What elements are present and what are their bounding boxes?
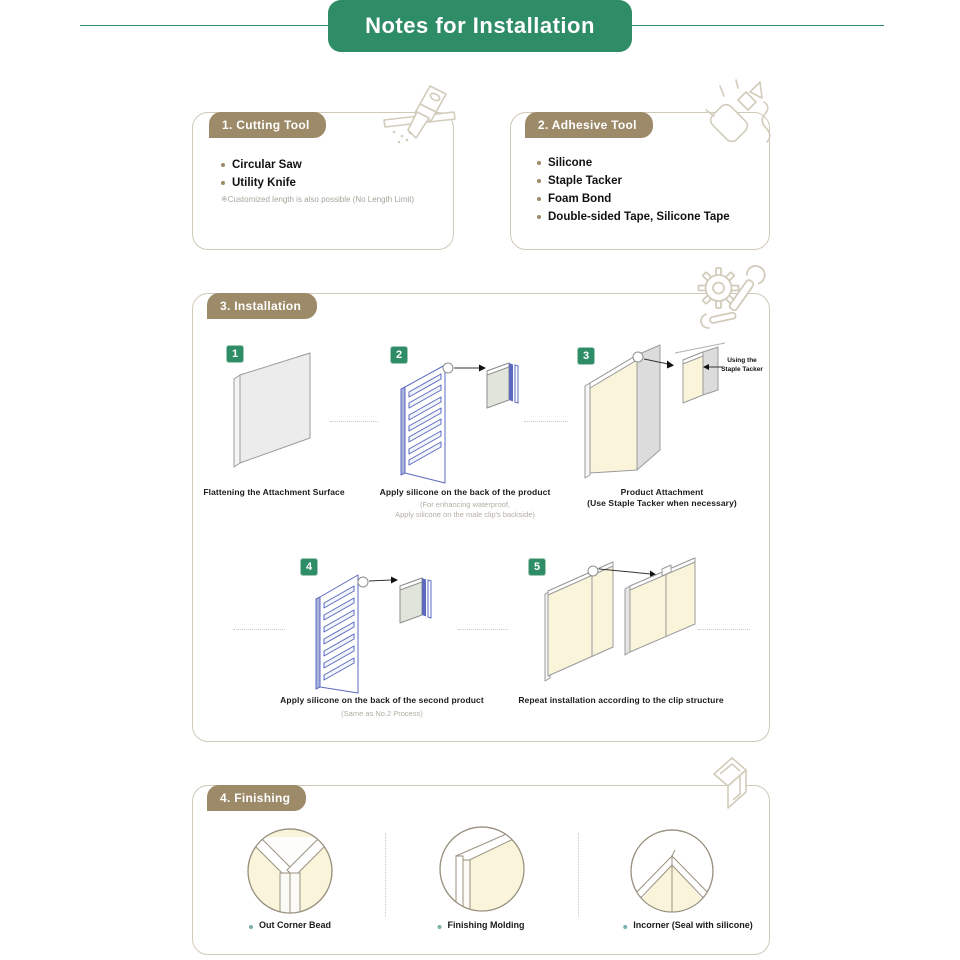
- bullet-icon: [537, 161, 541, 165]
- glue-bottle-icon: [700, 78, 780, 156]
- title-rule-right: [632, 25, 884, 26]
- finishing-molding-diagram: [438, 825, 526, 913]
- step3-annotation: [712, 356, 772, 374]
- title-rule-left: [80, 25, 328, 26]
- list-item-label: Utility Knife: [232, 177, 296, 189]
- step4-caption: Apply silicone on the back of the second product: [280, 695, 484, 705]
- divider: [578, 833, 579, 917]
- step1-caption: Flattening the Attachment Surface: [203, 487, 345, 497]
- divider: [233, 629, 285, 630]
- step2-silicone-diagram: [395, 352, 530, 488]
- bullet-icon: [221, 163, 225, 167]
- out-corner-bead-diagram: [246, 827, 334, 915]
- divider: [385, 833, 386, 917]
- divider: [458, 629, 508, 630]
- bullet-icon: [537, 215, 541, 219]
- cutting-tool-label: 1. Cutting Tool: [209, 112, 326, 138]
- list-item-label: Circular Saw: [232, 159, 302, 171]
- list-item-label: Silicone: [548, 157, 593, 169]
- page-title-text: Notes for Installation: [365, 13, 595, 38]
- step2-badge: 2: [390, 346, 408, 364]
- bullet-icon: [221, 181, 225, 185]
- list-item: [537, 193, 730, 205]
- bullet-icon: [537, 197, 541, 201]
- gear-wrench-icon: [694, 262, 764, 330]
- finishing-item-label: [623, 920, 753, 930]
- list-item: [537, 157, 730, 169]
- list-item: [221, 159, 414, 171]
- divider: [524, 421, 568, 422]
- bullet-icon: [623, 925, 627, 929]
- bullet-icon: [438, 925, 442, 929]
- finishing-item-label: [249, 920, 331, 930]
- list-item-label: Foam Bond: [548, 193, 612, 205]
- finishing-label: 4. Finishing: [207, 785, 306, 811]
- list-item: [221, 177, 414, 189]
- list-item: [537, 211, 730, 223]
- step4-badge: 4: [300, 558, 318, 576]
- step3-badge: 3: [577, 347, 595, 365]
- annotation-line: Staple Tacker: [721, 366, 763, 373]
- adhesive-tool-label: 2. Adhesive Tool: [525, 112, 653, 138]
- list-item: [537, 175, 730, 187]
- adhesive-tool-list: [537, 157, 730, 229]
- step1-panel-diagram: [228, 348, 348, 480]
- incorner-diagram: [629, 828, 715, 914]
- annotation-line: Using the: [727, 357, 757, 364]
- divider: [330, 421, 378, 422]
- cutting-note: ※Customized length is also possible (No Length Limit): [221, 195, 415, 204]
- step5-badge: 5: [528, 558, 546, 576]
- finishing-item-text: Incorner (Seal with silicone): [633, 920, 753, 930]
- list-item-label: Staple Tacker: [548, 175, 622, 187]
- utility-knife-icon: [374, 84, 458, 156]
- step4-silicone-diagram: [310, 565, 445, 697]
- step3-caption: (Use Staple Tacker when necessary): [587, 498, 737, 508]
- finishing-item-label: [438, 920, 525, 930]
- corner-molding-icon: [706, 754, 764, 816]
- step1-badge: 1: [226, 345, 244, 363]
- finishing-item-text: Out Corner Bead: [258, 920, 332, 930]
- cutting-tool-list: [221, 159, 414, 204]
- finishing-item-text: Finishing Molding: [447, 920, 525, 930]
- step3-caption: Product Attachment: [620, 487, 704, 497]
- bullet-icon: [537, 179, 541, 183]
- step4-subcaption: (Same as No.2 Process): [341, 709, 423, 718]
- step5-clip-diagram: [545, 556, 705, 696]
- divider: [698, 629, 750, 630]
- list-item-label: Double-sided Tape, Silicone Tape: [548, 211, 730, 223]
- step2-subcaption: Apply silicone on the male clip's backside): [395, 510, 535, 519]
- installation-label: 3. Installation: [207, 293, 317, 319]
- step5-caption: Repeat installation according to the clip structure: [518, 695, 724, 705]
- step2-caption: Apply silicone on the back of the product: [379, 487, 551, 497]
- step2-subcaption: (For enhancing waterproof,: [419, 500, 511, 509]
- page-title: [328, 0, 632, 52]
- bullet-icon: [249, 925, 253, 929]
